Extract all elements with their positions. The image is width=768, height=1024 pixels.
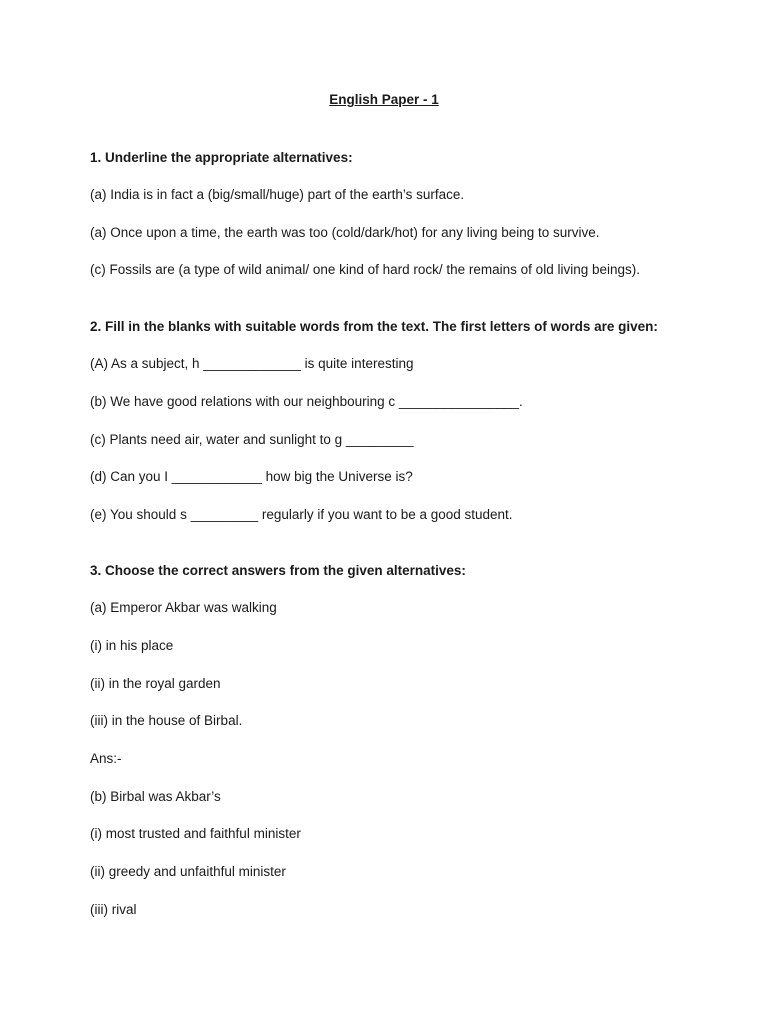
q2-item-c: (c) Plants need air, water and sunlight to g _________ (90, 432, 414, 447)
q3-option-b-ii: (ii) greedy and unfaithful minister (90, 864, 286, 879)
q2-heading: 2. Fill in the blanks with suitable words from the text. The first letters of words are given: (90, 319, 658, 334)
q3-option-a-i: (i) in his place (90, 638, 174, 653)
q3-option-a-iii: (iii) in the house of Birbal. (90, 713, 243, 728)
q1-item-a2: (a) Once upon a time, the earth was too (cold/dark/hot) for any living being to survive. (90, 225, 600, 240)
q1-heading: 1. Underline the appropriate alternatives: (90, 150, 353, 165)
page-title: English Paper - 1 (329, 92, 439, 107)
q1-item-a: (a) India is in fact a (big/small/huge) part of the earth’s surface. (90, 187, 465, 202)
q2-item-d: (d) Can you I ____________ how big the Universe is? (90, 469, 413, 484)
q3-answer-label: Ans:- (90, 751, 122, 766)
q2-item-a: (A) As a subject, h _____________ is quite interesting (90, 356, 414, 371)
q3-option-b-i: (i) most trusted and faithful minister (90, 826, 301, 841)
q1-item-c: (c) Fossils are (a type of wild animal/ one kind of hard rock/ the remains of old living beings). (90, 262, 640, 277)
q3-item-b: (b) Birbal was Akbar’s (90, 789, 221, 804)
q2-item-e: (e) You should s _________ regularly if you want to be a good student. (90, 507, 513, 522)
q2-item-b: (b) We have good relations with our neighbouring c ________________. (90, 394, 523, 409)
q3-option-a-ii: (ii) in the royal garden (90, 676, 221, 691)
q3-item-a: (a) Emperor Akbar was walking (90, 600, 277, 615)
q3-heading: 3. Choose the correct answers from the given alternatives: (90, 563, 466, 578)
q3-option-b-iii: (iii) rival (90, 902, 137, 917)
